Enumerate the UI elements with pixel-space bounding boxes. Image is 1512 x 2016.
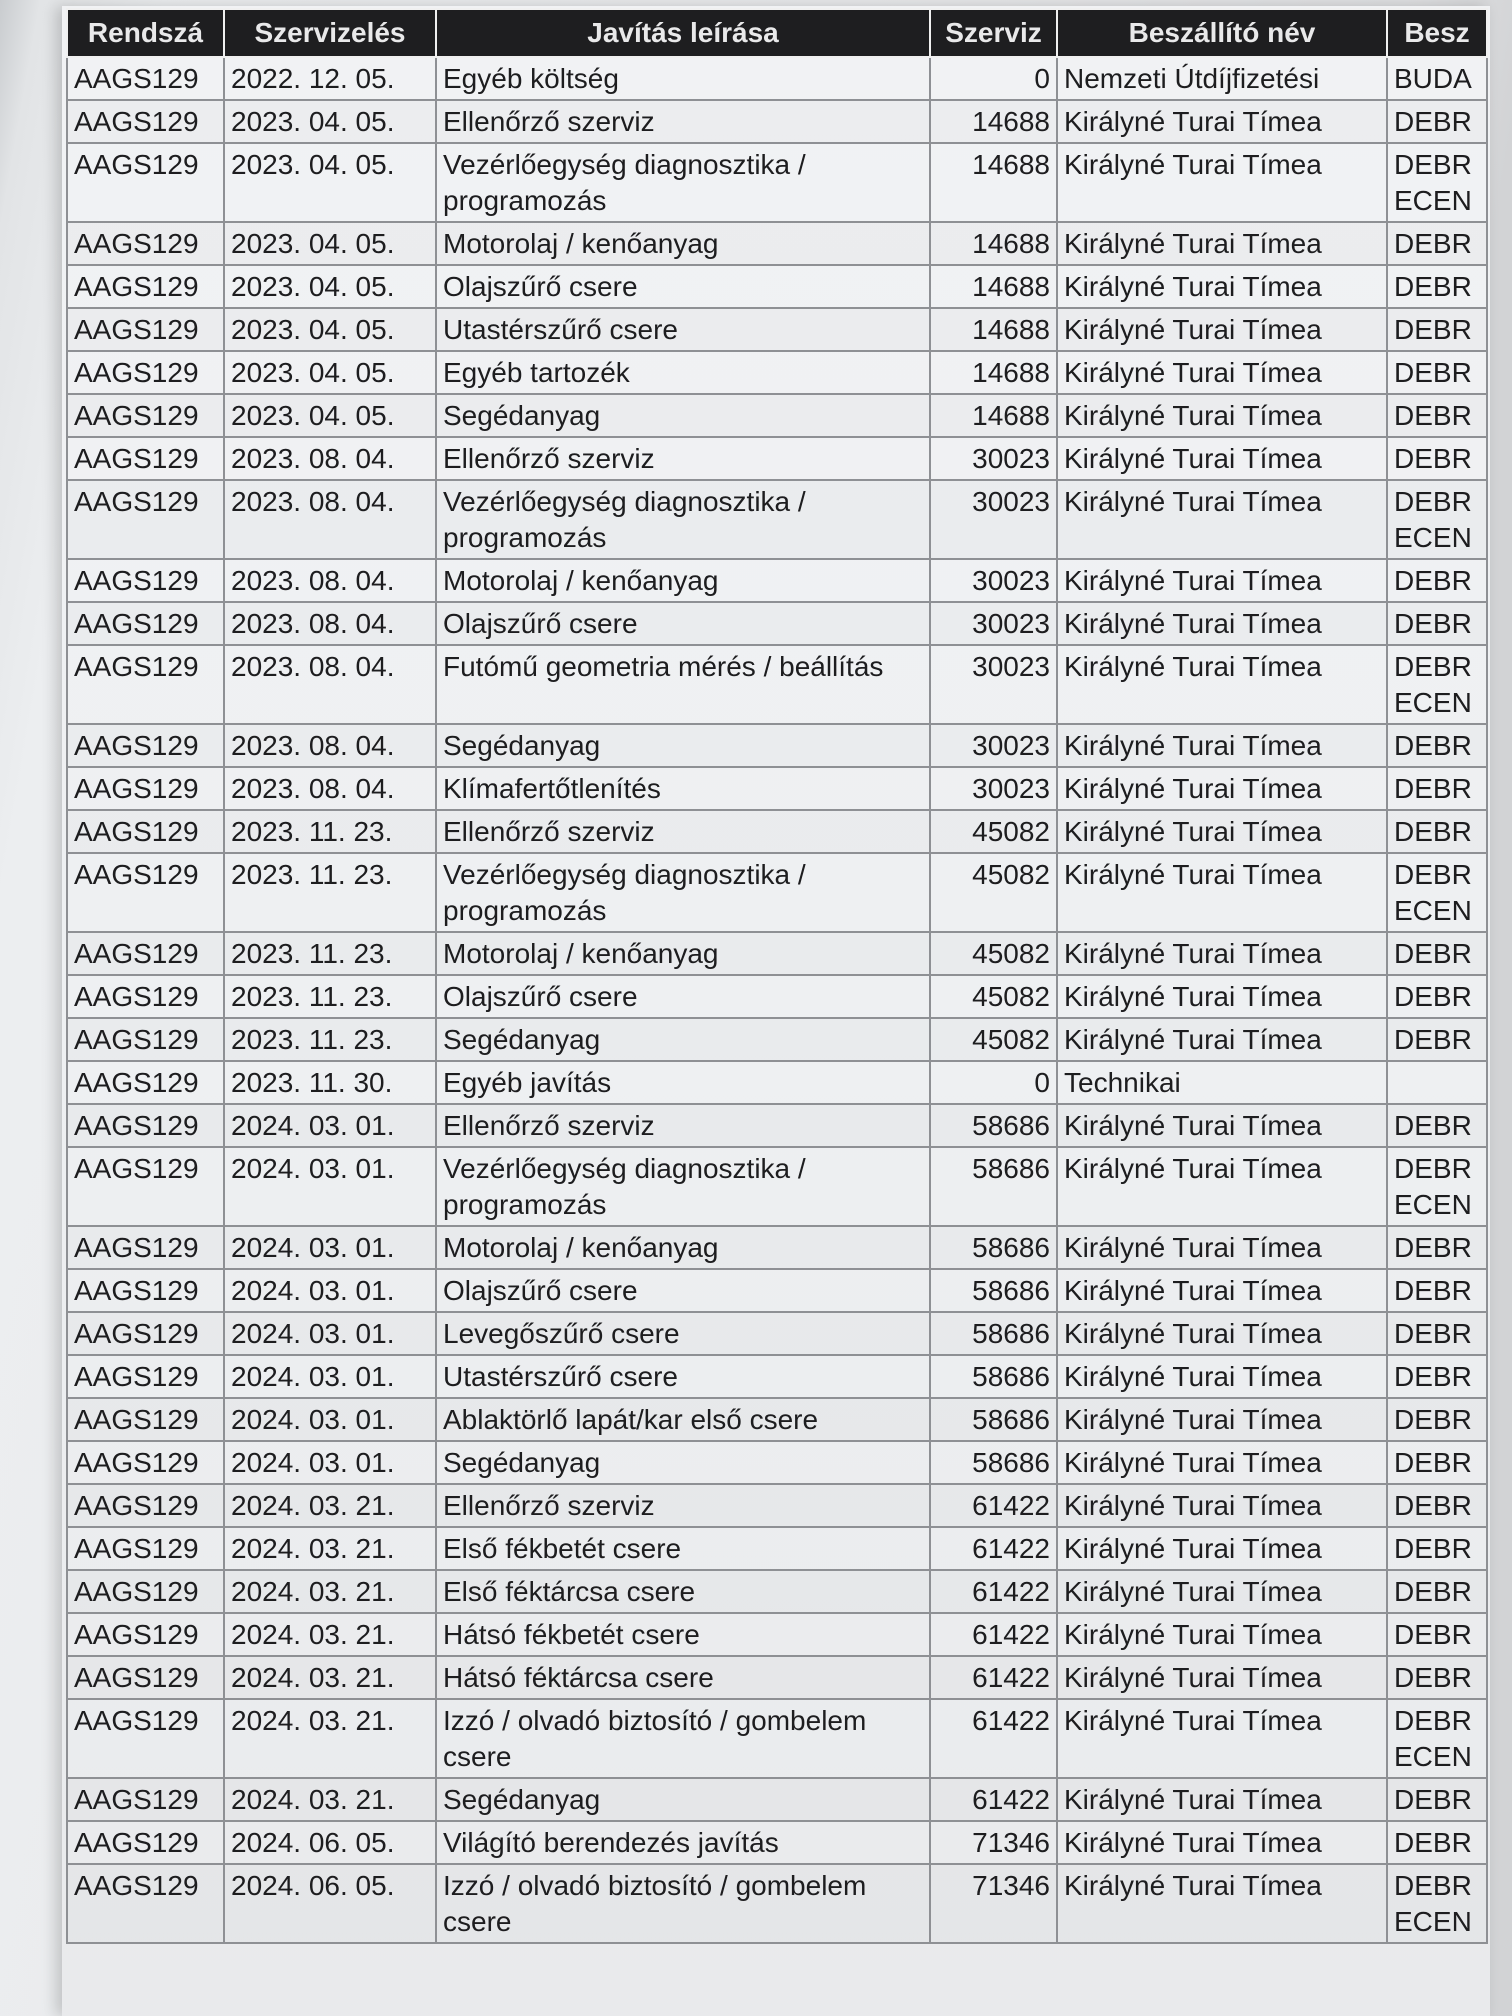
description-cell: Ellenőrző szerviz — [436, 437, 930, 480]
supplier-name-cell: Királyné Turai Tímea — [1057, 853, 1387, 932]
description-cell: Ellenőrző szerviz — [436, 1104, 930, 1147]
service-km-cell: 61422 — [930, 1527, 1057, 1570]
service-date-cell: 2023. 11. 30. — [224, 1061, 436, 1104]
supplier-code-cell: DEBR ECEN — [1387, 853, 1487, 932]
supplier-name-cell: Királyné Turai Tímea — [1057, 1147, 1387, 1226]
table-row — [67, 1527, 1487, 1570]
supplier-code-cell: DEBR — [1387, 975, 1487, 1018]
service-km-cell: 58686 — [930, 1104, 1057, 1147]
description-cell: Ablaktörlő lapát/kar első csere — [436, 1398, 930, 1441]
supplier-code-cell: DEBR — [1387, 1441, 1487, 1484]
supplier-code-cell: DEBR — [1387, 1778, 1487, 1821]
plate-cell: AAGS129 — [67, 602, 224, 645]
service-km-cell: 45082 — [930, 975, 1057, 1018]
service-date-cell: 2023. 04. 05. — [224, 100, 436, 143]
table-body — [67, 57, 1487, 1943]
description-cell: Levegőszűrő csere — [436, 1312, 930, 1355]
supplier-name-cell: Királyné Turai Tímea — [1057, 1018, 1387, 1061]
table-row — [67, 265, 1487, 308]
service-km-cell: 0 — [930, 1061, 1057, 1104]
supplier-name-cell: Királyné Turai Tímea — [1057, 265, 1387, 308]
service-date-cell: 2023. 11. 23. — [224, 932, 436, 975]
description-cell: Vezérlőegység diagnosztika / programozás — [436, 1147, 930, 1226]
plate-cell: AAGS129 — [67, 1312, 224, 1355]
service-km-cell: 61422 — [930, 1484, 1057, 1527]
supplier-name-cell: Királyné Turai Tímea — [1057, 351, 1387, 394]
service-date-cell: 2023. 08. 04. — [224, 645, 436, 724]
service-date-cell: 2024. 03. 21. — [224, 1527, 436, 1570]
supplier-name-cell: Királyné Turai Tímea — [1057, 394, 1387, 437]
table-row — [67, 1613, 1487, 1656]
supplier-name-cell: Királyné Turai Tímea — [1057, 559, 1387, 602]
table-row — [67, 437, 1487, 480]
plate-cell: AAGS129 — [67, 143, 224, 222]
header-row — [67, 9, 1487, 57]
description-cell: Motorolaj / kenőanyag — [436, 932, 930, 975]
description-cell: Első féktárcsa csere — [436, 1570, 930, 1613]
supplier-name-cell: Királyné Turai Tímea — [1057, 100, 1387, 143]
supplier-name-cell: Királyné Turai Tímea — [1057, 143, 1387, 222]
service-date-cell: 2023. 08. 04. — [224, 767, 436, 810]
service-date-cell: 2024. 03. 01. — [224, 1269, 436, 1312]
service-km-cell: 61422 — [930, 1778, 1057, 1821]
supplier-code-cell: DEBR — [1387, 1269, 1487, 1312]
description-cell: Futómű geometria mérés / beállítás — [436, 645, 930, 724]
supplier-name-cell: Királyné Turai Tímea — [1057, 1226, 1387, 1269]
supplier-name-cell: Királyné Turai Tímea — [1057, 1312, 1387, 1355]
description-cell: Olajszűrő csere — [436, 602, 930, 645]
plate-cell: AAGS129 — [67, 265, 224, 308]
plate-cell: AAGS129 — [67, 1527, 224, 1570]
plate-cell: AAGS129 — [67, 1061, 224, 1104]
supplier-code-cell: DEBR — [1387, 394, 1487, 437]
plate-cell: AAGS129 — [67, 1147, 224, 1226]
service-km-cell: 71346 — [930, 1821, 1057, 1864]
service-km-cell: 45082 — [930, 853, 1057, 932]
table-row — [67, 308, 1487, 351]
plate-cell: AAGS129 — [67, 394, 224, 437]
service-km-cell: 58686 — [930, 1441, 1057, 1484]
table-row — [67, 1226, 1487, 1269]
plate-cell: AAGS129 — [67, 100, 224, 143]
service-km-cell: 71346 — [930, 1864, 1057, 1943]
supplier-code-cell — [1387, 1061, 1487, 1104]
description-cell: Egyéb tartozék — [436, 351, 930, 394]
service-km-cell: 14688 — [930, 308, 1057, 351]
supplier-name-cell: Királyné Turai Tímea — [1057, 1441, 1387, 1484]
supplier-code-cell: DEBR ECEN — [1387, 1864, 1487, 1943]
description-cell: Olajszűrő csere — [436, 1269, 930, 1312]
plate-cell: AAGS129 — [67, 480, 224, 559]
supplier-code-cell: DEBR ECEN — [1387, 143, 1487, 222]
table-row — [67, 143, 1487, 222]
plate-cell: AAGS129 — [67, 559, 224, 602]
service-date-cell: 2024. 03. 21. — [224, 1570, 436, 1613]
supplier-code-cell: DEBR — [1387, 1312, 1487, 1355]
supplier-code-cell: DEBR — [1387, 1484, 1487, 1527]
description-cell: Motorolaj / kenőanyag — [436, 559, 930, 602]
supplier-name-cell: Királyné Turai Tímea — [1057, 767, 1387, 810]
table-row — [67, 724, 1487, 767]
supplier-name-cell: Királyné Turai Tímea — [1057, 1778, 1387, 1821]
table-row — [67, 100, 1487, 143]
supplier-name-cell: Királyné Turai Tímea — [1057, 1355, 1387, 1398]
supplier-name-cell: Királyné Turai Tímea — [1057, 480, 1387, 559]
service-date-cell: 2023. 11. 23. — [224, 975, 436, 1018]
plate-cell: AAGS129 — [67, 853, 224, 932]
supplier-name-cell: Királyné Turai Tímea — [1057, 724, 1387, 767]
supplier-name-cell: Királyné Turai Tímea — [1057, 1527, 1387, 1570]
table-row — [67, 351, 1487, 394]
supplier-name-cell: Királyné Turai Tímea — [1057, 1656, 1387, 1699]
plate-cell: AAGS129 — [67, 351, 224, 394]
description-cell: Motorolaj / kenőanyag — [436, 1226, 930, 1269]
table-row — [67, 767, 1487, 810]
service-km-cell: 58686 — [930, 1269, 1057, 1312]
description-cell: Segédanyag — [436, 394, 930, 437]
supplier-code-cell: DEBR ECEN — [1387, 645, 1487, 724]
supplier-code-cell: DEBR — [1387, 724, 1487, 767]
plate-cell: AAGS129 — [67, 1484, 224, 1527]
description-cell: Utastérszűrő csere — [436, 1355, 930, 1398]
service-date-cell: 2023. 04. 05. — [224, 308, 436, 351]
table-row — [67, 57, 1487, 100]
plate-cell: AAGS129 — [67, 1570, 224, 1613]
supplier-code-cell: DEBR — [1387, 559, 1487, 602]
service-date-cell: 2023. 04. 05. — [224, 143, 436, 222]
plate-cell: AAGS129 — [67, 1018, 224, 1061]
table-row — [67, 810, 1487, 853]
service-km-cell: 30023 — [930, 645, 1057, 724]
service-date-cell: 2023. 08. 04. — [224, 602, 436, 645]
table-row — [67, 975, 1487, 1018]
table-row — [67, 1484, 1487, 1527]
header-service-date: Szervizelés — [224, 9, 436, 57]
description-cell: Világító berendezés javítás — [436, 1821, 930, 1864]
plate-cell: AAGS129 — [67, 1821, 224, 1864]
table-row — [67, 1821, 1487, 1864]
table-row — [67, 602, 1487, 645]
plate-cell: AAGS129 — [67, 1864, 224, 1943]
service-km-cell: 14688 — [930, 222, 1057, 265]
description-cell: Olajszűrő csere — [436, 975, 930, 1018]
plate-cell: AAGS129 — [67, 767, 224, 810]
supplier-code-cell: DEBR — [1387, 932, 1487, 975]
service-km-cell: 30023 — [930, 480, 1057, 559]
supplier-name-cell: Királyné Turai Tímea — [1057, 932, 1387, 975]
plate-cell: AAGS129 — [67, 437, 224, 480]
plate-cell: AAGS129 — [67, 57, 224, 100]
supplier-code-cell: DEBR ECEN — [1387, 1699, 1487, 1778]
service-date-cell: 2024. 03. 01. — [224, 1312, 436, 1355]
supplier-name-cell: Királyné Turai Tímea — [1057, 1398, 1387, 1441]
service-date-cell: 2024. 03. 21. — [224, 1778, 436, 1821]
service-date-cell: 2023. 11. 23. — [224, 853, 436, 932]
header-supplier-code: Besz — [1387, 9, 1487, 57]
plate-cell: AAGS129 — [67, 1269, 224, 1312]
supplier-code-cell: DEBR — [1387, 1656, 1487, 1699]
supplier-code-cell: DEBR — [1387, 1226, 1487, 1269]
supplier-code-cell: DEBR — [1387, 810, 1487, 853]
supplier-code-cell: DEBR — [1387, 1613, 1487, 1656]
description-cell: Segédanyag — [436, 1441, 930, 1484]
service-km-cell: 0 — [930, 57, 1057, 100]
description-cell: Segédanyag — [436, 1018, 930, 1061]
description-cell: Hátsó fékbetét csere — [436, 1613, 930, 1656]
supplier-name-cell: Királyné Turai Tímea — [1057, 645, 1387, 724]
header-plate: Rendszá — [67, 9, 224, 57]
service-date-cell: 2024. 03. 01. — [224, 1226, 436, 1269]
table-row — [67, 1312, 1487, 1355]
service-km-cell: 14688 — [930, 351, 1057, 394]
description-cell: Ellenőrző szerviz — [436, 810, 930, 853]
table-row — [67, 1398, 1487, 1441]
supplier-name-cell: Királyné Turai Tímea — [1057, 1821, 1387, 1864]
plate-cell: AAGS129 — [67, 1226, 224, 1269]
supplier-code-cell: DEBR — [1387, 1821, 1487, 1864]
plate-cell: AAGS129 — [67, 1398, 224, 1441]
table-row — [67, 1441, 1487, 1484]
supplier-name-cell: Királyné Turai Tímea — [1057, 810, 1387, 853]
description-cell: Segédanyag — [436, 1778, 930, 1821]
description-cell: Ellenőrző szerviz — [436, 1484, 930, 1527]
table-row — [67, 1104, 1487, 1147]
description-cell: Hátsó féktárcsa csere — [436, 1656, 930, 1699]
service-km-cell: 14688 — [930, 100, 1057, 143]
service-km-cell: 30023 — [930, 724, 1057, 767]
supplier-code-cell: DEBR — [1387, 222, 1487, 265]
table-row — [67, 1018, 1487, 1061]
supplier-name-cell: Királyné Turai Tímea — [1057, 1104, 1387, 1147]
description-cell: Vezérlőegység diagnosztika / programozás — [436, 143, 930, 222]
service-date-cell: 2024. 03. 01. — [224, 1355, 436, 1398]
service-date-cell: 2023. 11. 23. — [224, 1018, 436, 1061]
service-date-cell: 2024. 03. 21. — [224, 1613, 436, 1656]
service-date-cell: 2023. 08. 04. — [224, 437, 436, 480]
service-km-cell: 14688 — [930, 143, 1057, 222]
service-date-cell: 2024. 03. 01. — [224, 1104, 436, 1147]
service-km-cell: 61422 — [930, 1656, 1057, 1699]
service-date-cell: 2024. 03. 21. — [224, 1484, 436, 1527]
supplier-code-cell: DEBR — [1387, 1398, 1487, 1441]
description-cell: Egyéb költség — [436, 57, 930, 100]
plate-cell: AAGS129 — [67, 932, 224, 975]
service-km-cell: 45082 — [930, 932, 1057, 975]
supplier-code-cell: DEBR — [1387, 265, 1487, 308]
plate-cell: AAGS129 — [67, 222, 224, 265]
supplier-name-cell: Királyné Turai Tímea — [1057, 1484, 1387, 1527]
supplier-name-cell: Nemzeti Útdíjfizetési — [1057, 57, 1387, 100]
supplier-code-cell: DEBR — [1387, 437, 1487, 480]
service-date-cell: 2023. 08. 04. — [224, 480, 436, 559]
supplier-code-cell: DEBR ECEN — [1387, 1147, 1487, 1226]
header-repair-description: Javítás leírása — [436, 9, 930, 57]
service-date-cell: 2024. 03. 21. — [224, 1656, 436, 1699]
table-row — [67, 559, 1487, 602]
description-cell: Klímafertőtlenítés — [436, 767, 930, 810]
supplier-name-cell: Királyné Turai Tímea — [1057, 437, 1387, 480]
plate-cell: AAGS129 — [67, 645, 224, 724]
supplier-code-cell: DEBR — [1387, 1104, 1487, 1147]
plate-cell: AAGS129 — [67, 1699, 224, 1778]
supplier-code-cell: DEBR — [1387, 1527, 1487, 1570]
service-date-cell: 2023. 08. 04. — [224, 724, 436, 767]
table-row — [67, 1570, 1487, 1613]
supplier-code-cell: DEBR — [1387, 1570, 1487, 1613]
supplier-code-cell: DEBR — [1387, 602, 1487, 645]
supplier-name-cell: Technikai — [1057, 1061, 1387, 1104]
service-km-cell: 45082 — [930, 810, 1057, 853]
plate-cell: AAGS129 — [67, 1613, 224, 1656]
service-km-cell: 61422 — [930, 1570, 1057, 1613]
table-row — [67, 222, 1487, 265]
supplier-code-cell: BUDA — [1387, 57, 1487, 100]
description-cell: Egyéb javítás — [436, 1061, 930, 1104]
service-km-cell: 58686 — [930, 1355, 1057, 1398]
service-km-cell: 30023 — [930, 437, 1057, 480]
table-header — [67, 9, 1487, 57]
description-cell: Vezérlőegység diagnosztika / programozás — [436, 853, 930, 932]
table-row — [67, 1355, 1487, 1398]
plate-cell: AAGS129 — [67, 1778, 224, 1821]
service-date-cell: 2024. 03. 21. — [224, 1699, 436, 1778]
plate-cell: AAGS129 — [67, 1656, 224, 1699]
supplier-name-cell: Királyné Turai Tímea — [1057, 308, 1387, 351]
service-date-cell: 2023. 04. 05. — [224, 351, 436, 394]
plate-cell: AAGS129 — [67, 724, 224, 767]
description-cell: Segédanyag — [436, 724, 930, 767]
table-row — [67, 1269, 1487, 1312]
supplier-name-cell: Királyné Turai Tímea — [1057, 1269, 1387, 1312]
table-row — [67, 1061, 1487, 1104]
plate-cell: AAGS129 — [67, 1355, 224, 1398]
service-km-cell: 30023 — [930, 602, 1057, 645]
service-date-cell: 2023. 04. 05. — [224, 394, 436, 437]
table-row — [67, 480, 1487, 559]
service-date-cell: 2023. 11. 23. — [224, 810, 436, 853]
service-date-cell: 2024. 03. 01. — [224, 1398, 436, 1441]
table-row — [67, 1147, 1487, 1226]
table-row — [67, 853, 1487, 932]
service-km-cell: 58686 — [930, 1398, 1057, 1441]
service-km-cell: 14688 — [930, 265, 1057, 308]
plate-cell: AAGS129 — [67, 1441, 224, 1484]
table-row — [67, 645, 1487, 724]
supplier-code-cell: DEBR — [1387, 100, 1487, 143]
service-km-cell: 14688 — [930, 394, 1057, 437]
supplier-name-cell: Királyné Turai Tímea — [1057, 602, 1387, 645]
supplier-code-cell: DEBR — [1387, 308, 1487, 351]
table-row — [67, 1699, 1487, 1778]
supplier-name-cell: Királyné Turai Tímea — [1057, 1570, 1387, 1613]
supplier-code-cell: DEBR ECEN — [1387, 480, 1487, 559]
plate-cell: AAGS129 — [67, 308, 224, 351]
service-km-cell: 45082 — [930, 1018, 1057, 1061]
service-history-table — [66, 8, 1488, 1944]
service-date-cell: 2023. 04. 05. — [224, 265, 436, 308]
table-row — [67, 394, 1487, 437]
description-cell: Első fékbetét csere — [436, 1527, 930, 1570]
header-service-km: Szerviz — [930, 9, 1057, 57]
service-km-cell: 61422 — [930, 1613, 1057, 1656]
description-cell: Vezérlőegység diagnosztika / programozás — [436, 480, 930, 559]
description-cell: Izzó / olvadó biztosító / gombelem csere — [436, 1699, 930, 1778]
table-row — [67, 1864, 1487, 1943]
service-date-cell: 2024. 06. 05. — [224, 1821, 436, 1864]
table-row — [67, 1656, 1487, 1699]
description-cell: Olajszűrő csere — [436, 265, 930, 308]
supplier-name-cell: Királyné Turai Tímea — [1057, 222, 1387, 265]
service-km-cell: 61422 — [930, 1699, 1057, 1778]
supplier-code-cell: DEBR — [1387, 1018, 1487, 1061]
service-km-cell: 30023 — [930, 559, 1057, 602]
service-date-cell: 2023. 04. 05. — [224, 222, 436, 265]
description-cell: Utastérszűrő csere — [436, 308, 930, 351]
supplier-code-cell: DEBR — [1387, 351, 1487, 394]
supplier-name-cell: Királyné Turai Tímea — [1057, 1699, 1387, 1778]
header-supplier-name: Beszállító név — [1057, 9, 1387, 57]
description-cell: Ellenőrző szerviz — [436, 100, 930, 143]
service-km-cell: 58686 — [930, 1226, 1057, 1269]
service-km-cell: 58686 — [930, 1147, 1057, 1226]
plate-cell: AAGS129 — [67, 1104, 224, 1147]
supplier-code-cell: DEBR — [1387, 1355, 1487, 1398]
service-date-cell: 2024. 03. 01. — [224, 1147, 436, 1226]
service-km-cell: 58686 — [930, 1312, 1057, 1355]
service-date-cell: 2022. 12. 05. — [224, 57, 436, 100]
supplier-name-cell: Királyné Turai Tímea — [1057, 975, 1387, 1018]
service-date-cell: 2024. 06. 05. — [224, 1864, 436, 1943]
service-date-cell: 2024. 03. 01. — [224, 1441, 436, 1484]
plate-cell: AAGS129 — [67, 975, 224, 1018]
supplier-code-cell: DEBR — [1387, 767, 1487, 810]
description-cell: Izzó / olvadó biztosító / gombelem csere — [436, 1864, 930, 1943]
plate-cell: AAGS129 — [67, 810, 224, 853]
supplier-name-cell: Királyné Turai Tímea — [1057, 1613, 1387, 1656]
supplier-name-cell: Királyné Turai Tímea — [1057, 1864, 1387, 1943]
table-row — [67, 932, 1487, 975]
description-cell: Motorolaj / kenőanyag — [436, 222, 930, 265]
service-date-cell: 2023. 08. 04. — [224, 559, 436, 602]
table-row — [67, 1778, 1487, 1821]
service-km-cell: 30023 — [930, 767, 1057, 810]
